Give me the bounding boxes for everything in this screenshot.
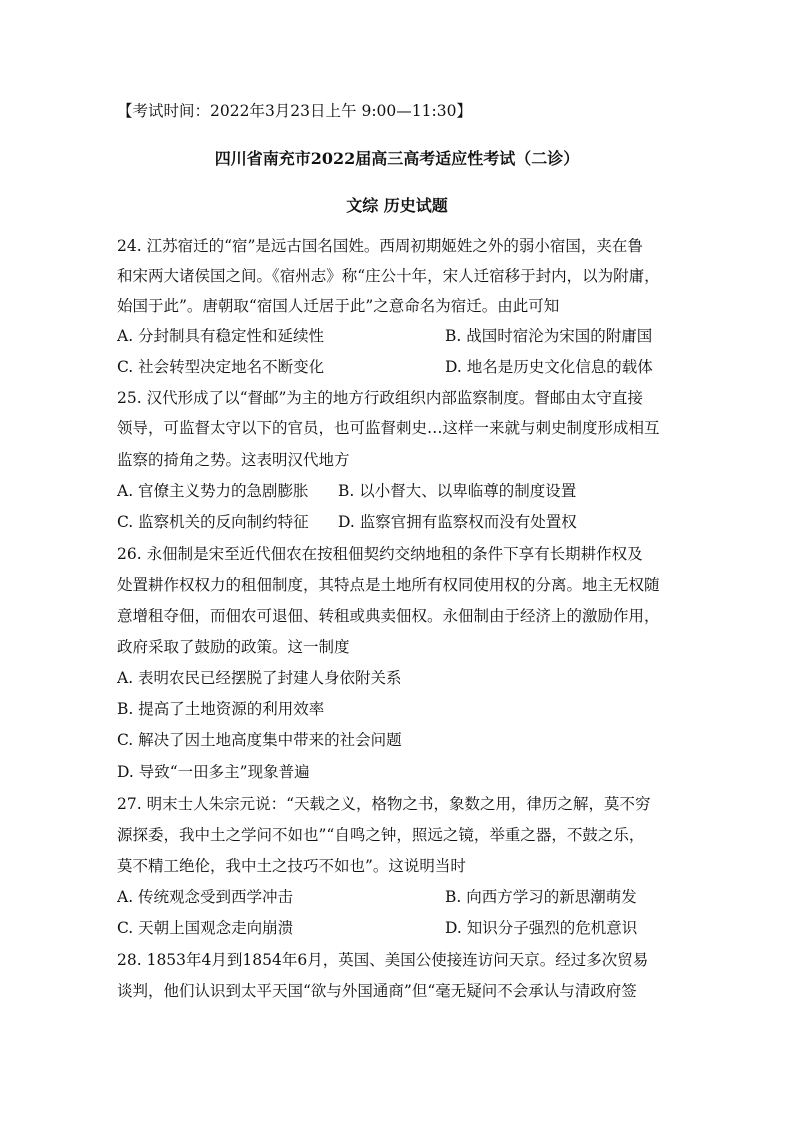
- page-title: 四川省南充市2022届高三高考适应性考试（二诊）: [214, 149, 580, 168]
- question-stem-line: 监察的掎角之势。这表明汉代地方: [117, 451, 350, 469]
- question-stem-line: 意增租夺佃，而佃农可退佃、转租或典卖佃权。永佃制由于经济上的激励作用，: [117, 607, 660, 625]
- option-a: A. 表明农民已经摆脱了封建人身依附关系: [117, 669, 402, 687]
- question-stem-line: 始国于此”。唐朝取“宿国人迁居于此”之意命名为宿迁。由此可知: [117, 297, 560, 315]
- option-c: C. 天朝上国观念走向崩溃: [117, 919, 294, 937]
- option-b: B. 向西方学习的新思潮萌发: [445, 888, 637, 906]
- question-stem-line: 27. 明末士人朱宗元说：“天载之义，格物之书，象数之用，律历之解，莫不穷: [117, 795, 651, 813]
- question-stem-line: 28. 1853年4月到1854年6月，英国、美国公使接连访问天京。经过多次贸易: [117, 951, 649, 969]
- question-stem-line: 谈判，他们认识到太平天国“欲与外国通商”但“毫无疑问不会承认与清政府签: [117, 982, 637, 1000]
- option-d: D. 地名是历史文化信息的载体: [445, 358, 653, 376]
- question-stem-line: 处置耕作权权力的租佃制度，其特点是土地所有权同使用权的分离。地主无权随: [117, 576, 660, 594]
- option-b: B. 战国时宿沦为宋国的附庸国: [445, 327, 653, 345]
- option-d: D. 监察官拥有监察权而没有处置权: [338, 513, 577, 531]
- exam-time: 【考试时间：2022年3月23日上午 9:00—11:30】: [117, 102, 472, 120]
- option-b: B. 提高了土地资源的利用效率: [117, 700, 325, 718]
- option-a: A. 官僚主义势力的急剧膨胀: [117, 482, 309, 500]
- question-stem-line: 领导，可监督太守以下的官员，也可监督刺史…这样一来就与刺史制度形成相互: [117, 419, 660, 437]
- option-c: C. 社会转型决定地名不断变化: [117, 358, 325, 376]
- question-stem-line: 24. 江苏宿迁的“宿”是远古国名国姓。西周初期姬姓之外的弱小宿国，夹在鲁: [117, 237, 643, 255]
- question-stem-line: 26. 永佃制是宋至近代佃农在按租佃契约交纳地租的条件下享有长期耕作权及: [117, 545, 643, 563]
- question-stem-line: 政府采取了鼓励的政策。这一制度: [117, 638, 350, 656]
- page-subtitle: 文综 历史试题: [346, 196, 448, 215]
- option-a: A. 传统观念受到西学冲击: [117, 888, 294, 906]
- option-c: C. 监察机关的反向制约特征: [117, 513, 309, 531]
- option-b: B. 以小督大、以卑临尊的制度设置: [338, 482, 577, 500]
- option-a: A. 分封制具有稳定性和延续性: [117, 327, 325, 345]
- option-c: C. 解决了因土地高度集中带来的社会问题: [117, 731, 402, 749]
- question-stem-line: 源探委，我中土之学问不如也”“自鸣之钟，照远之镜，举重之器，不鼓之乐，: [117, 826, 645, 844]
- question-stem-line: 和宋两大诸侯国之间。《宿州志》称“庄公十年，宋人迁宿移于封内，以为附庸，: [117, 267, 660, 285]
- question-stem-line: 莫不精工绝伦，我中土之技巧不如也”。这说明当时: [117, 857, 466, 875]
- question-stem-line: 25. 汉代形成了以“督邮”为主的地方行政组织内部监察制度。督邮由太守直接: [117, 389, 643, 407]
- option-d: D. 导致“一田多主”现象普遍: [117, 763, 310, 781]
- option-d: D. 知识分子强烈的危机意识: [445, 919, 638, 937]
